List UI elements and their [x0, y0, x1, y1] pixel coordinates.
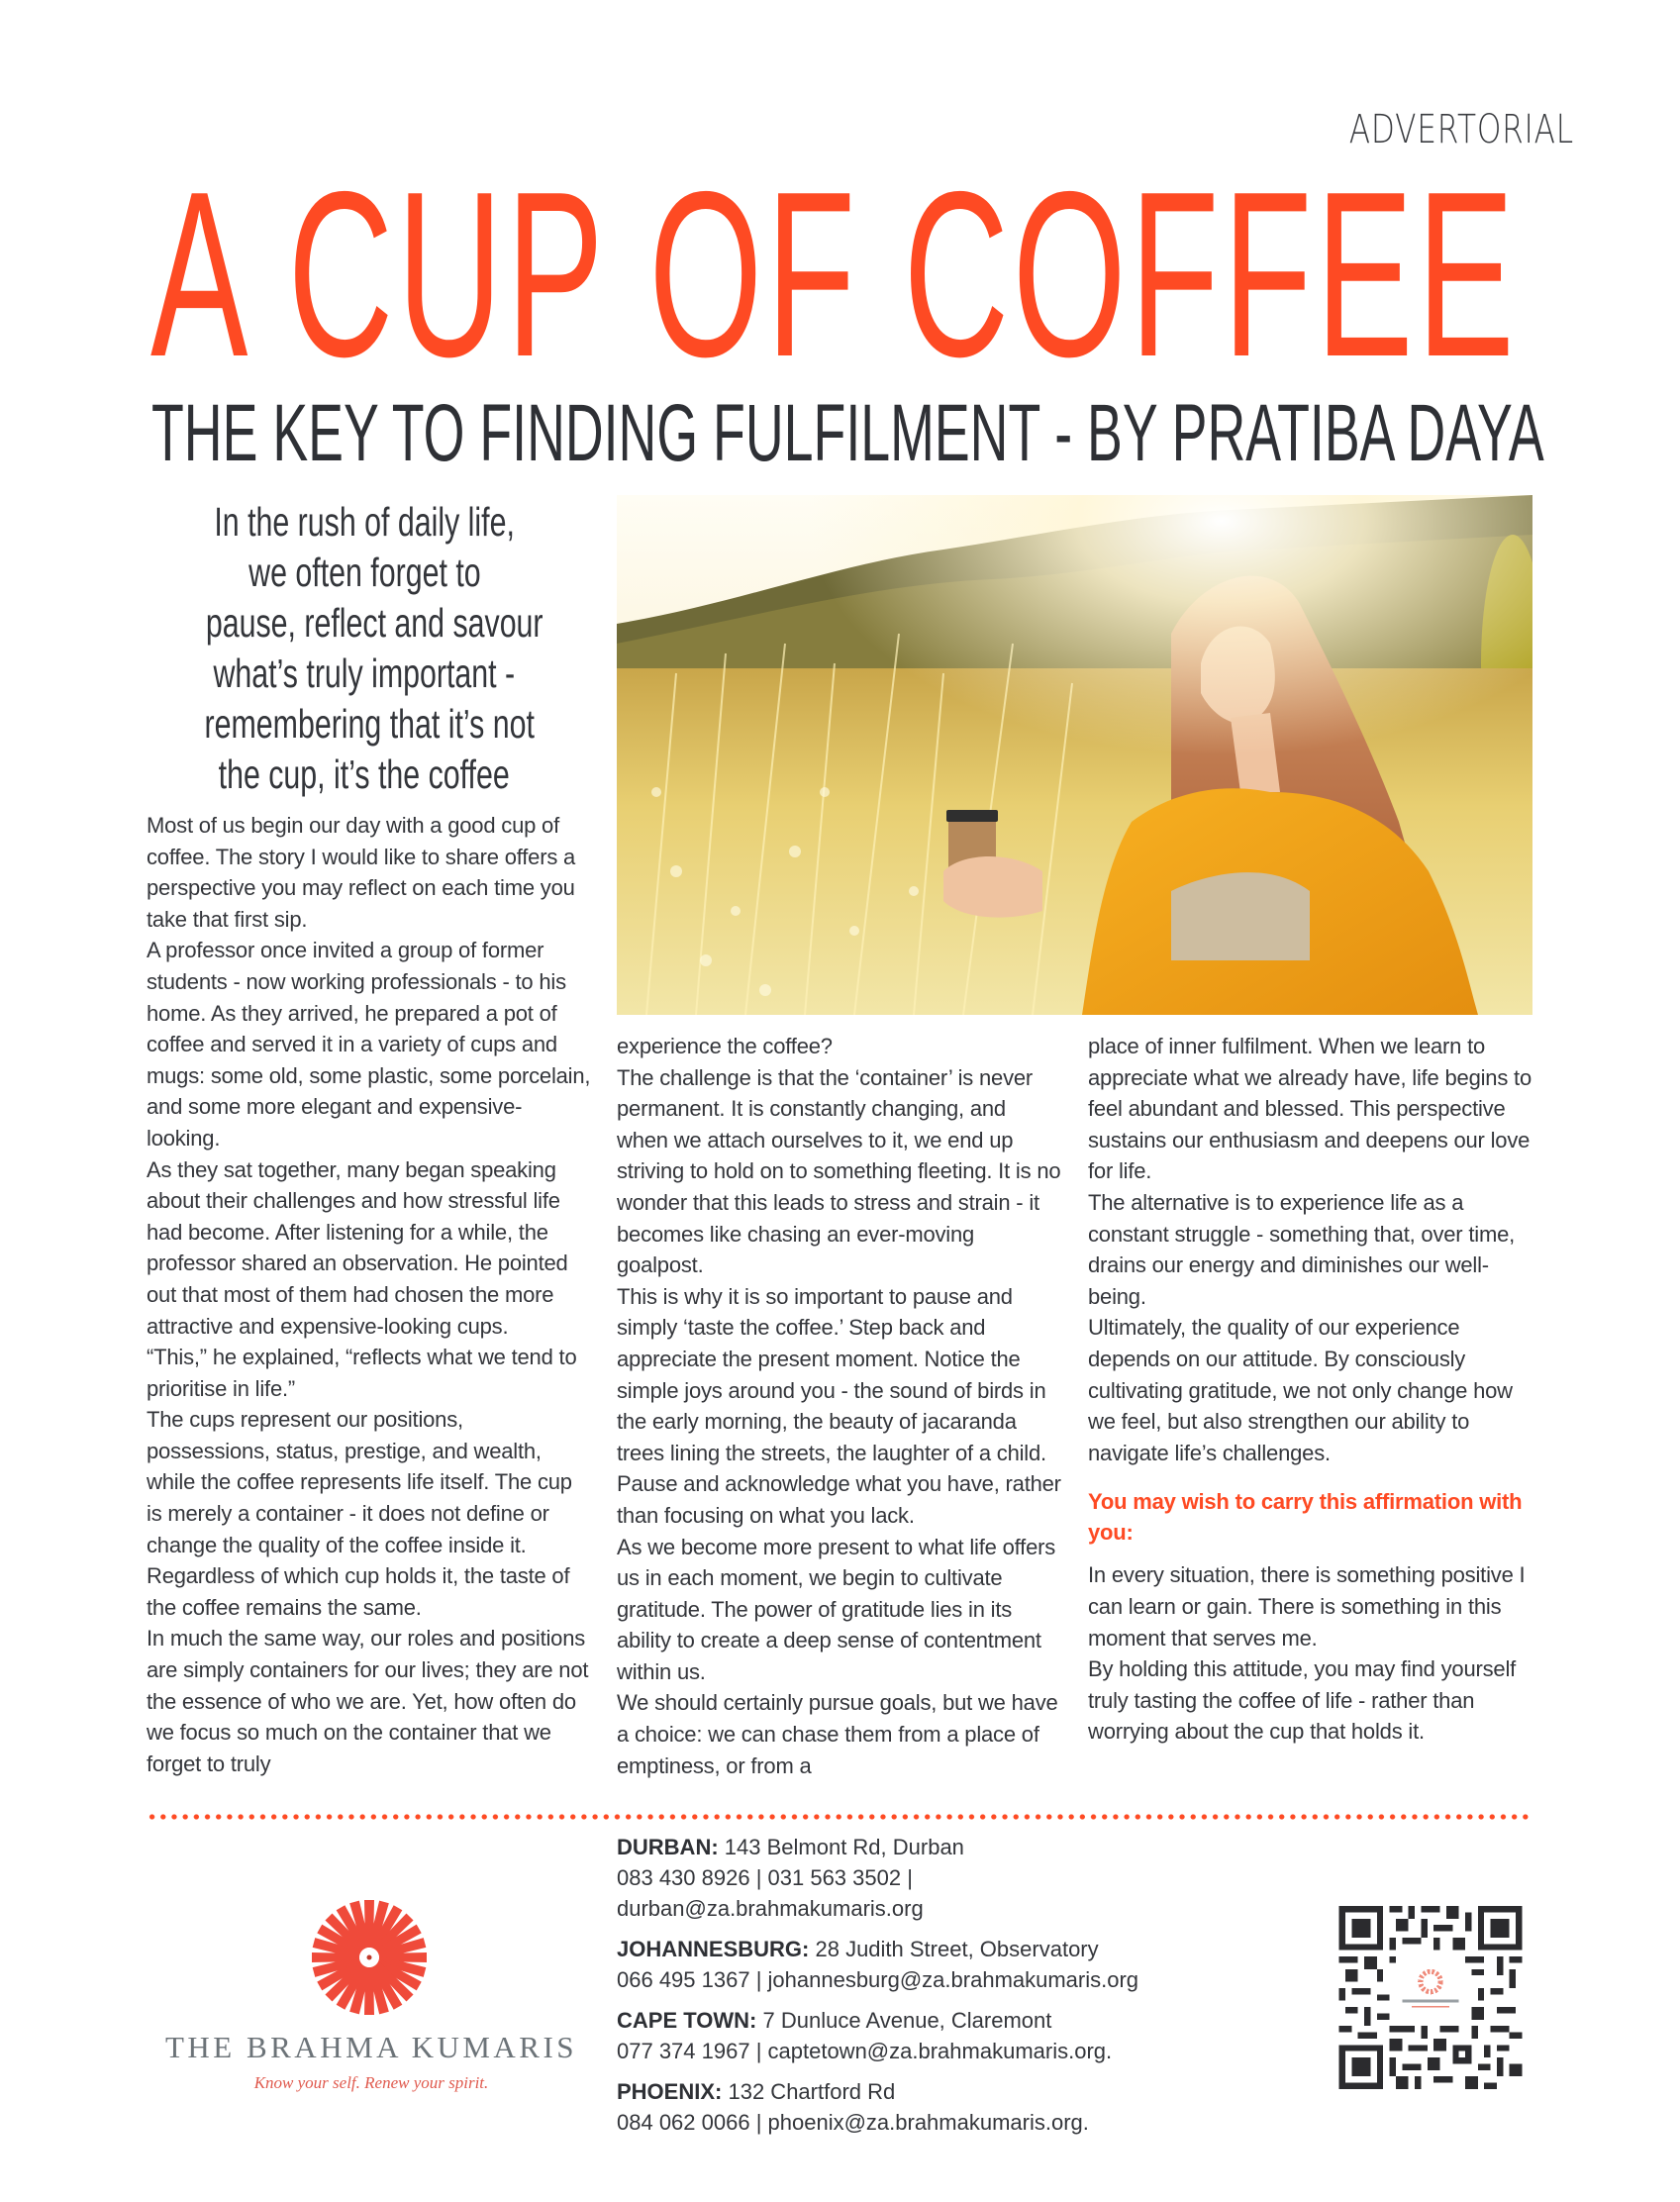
article-paragraph: As we become more present to what life offers us in each moment, we begin to cultivate gratitude. The power of gratitude lies in its ability to create a deep sense of contentment within us.: [617, 1534, 1056, 1684]
subheadline: [151, 388, 1544, 478]
article-column-3: [1088, 1031, 1533, 1748]
contact-phoenix: [617, 2076, 1171, 2138]
subheadline-text: THE KEY TO FINDING FULFILMENT - BY PRATIBA DAYA: [151, 388, 1544, 478]
contact-cape-town: [617, 2005, 1171, 2066]
article-paragraph: The cups represent our positions, possessions, status, prestige, and wealth, while the coffee represents life itself. The cup is merely a container - it does not define or change the quality of the coffee inside it. Regardless of which cup holds it, the taste of the coffee remains the same.: [147, 1407, 572, 1620]
article-paragraph: Ultimately, the quality of our experience depends on our attitude. By consciously cultivating gratitude, we not only change how we feel, but also strengthen our ability to navigate life’s challenges.: [1088, 1315, 1513, 1465]
contact-details[interactable]: 084 062 0066 | phoenix@za.brahmakumaris.org.: [617, 2110, 1089, 2135]
article-paragraph: place of inner fulfilment. When we learn to appreciate what we already have, life begins to feel abundant and blessed. This perspective sustains our enthusiasm and deepens our love for life.: [1088, 1034, 1532, 1184]
pull-quote-line: pause, reflect and savour: [205, 600, 544, 646]
contact-details[interactable]: 083 430 8926 | 031 563 3502 | durban@za.brahmakumaris.org: [617, 1865, 924, 1921]
logo-tagline: Know your self. Renew your spirit.: [253, 2073, 489, 2092]
contact-city: JOHANNESBURG:: [617, 1937, 810, 1961]
contact-city: PHOENIX:: [617, 2079, 723, 2104]
article-paragraph: experience the coffee?: [617, 1034, 833, 1058]
pull-quote-line: In the rush of daily life,: [214, 499, 515, 545]
article-paragraph: In much the same way, our roles and positions are simply containers for our lives; they are not the essence of who we are. Yet, how often do we focus so much on the container that we forget to truly: [147, 1626, 589, 1776]
contact-johannesburg: [617, 1934, 1171, 1995]
article-paragraph: We should certainly pursue goals, but we have a choice: we can chase them from a place of emptiness, or from a: [617, 1690, 1058, 1778]
dotted-divider: [147, 1814, 1532, 1820]
article-paragraph: The challenge is that the ‘container’ is never permanent. It is constantly changing, and when we attach ourselves to it, we end up striving to hold on to something fleeting. It is no wonder that this leads to stress and strain - it becomes like chasing an ever-moving goalpost.: [617, 1064, 1061, 1278]
contact-list: [617, 1832, 1171, 2148]
contact-city: CAPE TOWN:: [617, 2008, 757, 2033]
article-column-1: [147, 810, 592, 1779]
pull-quote-line: the cup, it’s the coffee: [218, 751, 511, 797]
contact-address: 7 Dunluce Avenue, Claremont: [762, 2008, 1052, 2033]
article-paragraph: Pause and acknowledge what you have, rather than focusing on what you lack.: [617, 1471, 1061, 1528]
article-paragraph: This is why it is so important to pause and simply ‘taste the coffee.’ Step back and appreciate the present moment. Notice the simple joys around you - the sound of birds in the early morning, the beauty of jacaranda trees lining the streets, the laughter of a child.: [617, 1283, 1046, 1465]
affirmation-heading: You may wish to carry this affirmation with you:: [1088, 1489, 1523, 1546]
article-paragraph: Most of us begin our day with a good cup of coffee. The story I would like to share offers a perspective you may reflect on each time you take that first sip.: [147, 813, 576, 932]
hero-photo: [617, 495, 1532, 1015]
contact-address: 132 Chartford Rd: [728, 2079, 896, 2104]
contact-address: 143 Belmont Rd, Durban: [724, 1835, 964, 1859]
qr-code[interactable]: [1336, 1906, 1525, 2089]
contact-city: DURBAN:: [617, 1835, 719, 1859]
pull-quote-line: we often forget to: [247, 550, 481, 595]
affirmation-text: In every situation, there is something positive I can learn or gain. There is something in this moment that serves me.: [1088, 1562, 1526, 1651]
contact-details[interactable]: 066 495 1367 | johannesburg@za.brahmakumaris.org: [617, 1967, 1139, 1992]
headline: [150, 144, 1532, 406]
article-column-2: [617, 1031, 1062, 1781]
article-paragraph: A professor once invited a group of former students - now working professionals - to his home. As they arrived, he prepared a pot of coffee and served it in a variety of cups and mugs: some old, some plastic, some porcelain, and some more elegant and expensive-looking.: [147, 938, 591, 1151]
headline-text: A CUP OF COFFEE: [150, 144, 1519, 406]
contact-details[interactable]: 077 374 1967 | captetown@za.brahmakumaris.org.: [617, 2039, 1113, 2063]
affirmation-text: By holding this attitude, you may find yourself truly tasting the coffee of life - rather than worrying about the cup that holds it.: [1088, 1656, 1517, 1745]
pull-quote-line: what’s truly important -: [213, 651, 516, 696]
logo-name: THE BRAHMA KUMARIS: [164, 2030, 578, 2064]
pull-quote-line: remembering that it’s not: [204, 701, 535, 747]
article-paragraph: “This,” he explained, “reflects what we tend to prioritise in life.”: [147, 1345, 577, 1401]
pull-quote: [147, 497, 582, 800]
contact-address: 28 Judith Street, Observatory: [815, 1937, 1099, 1961]
section-label: ADVERTORIAL: [1348, 107, 1574, 152]
contact-durban: [617, 1832, 1171, 1924]
article-paragraph: As they sat together, many began speaking about their challenges and how stressful life had become. After listening for a while, the professor shared an observation. He pointed out that most of them had chosen the more attractive and expensive-looking cups.: [147, 1156, 568, 1339]
article-paragraph: The alternative is to experience life as a constant struggle - something that, over time, drains our energy and diminishes our well-being.: [1088, 1189, 1516, 1309]
sunburst-icon: [168, 1896, 584, 2025]
